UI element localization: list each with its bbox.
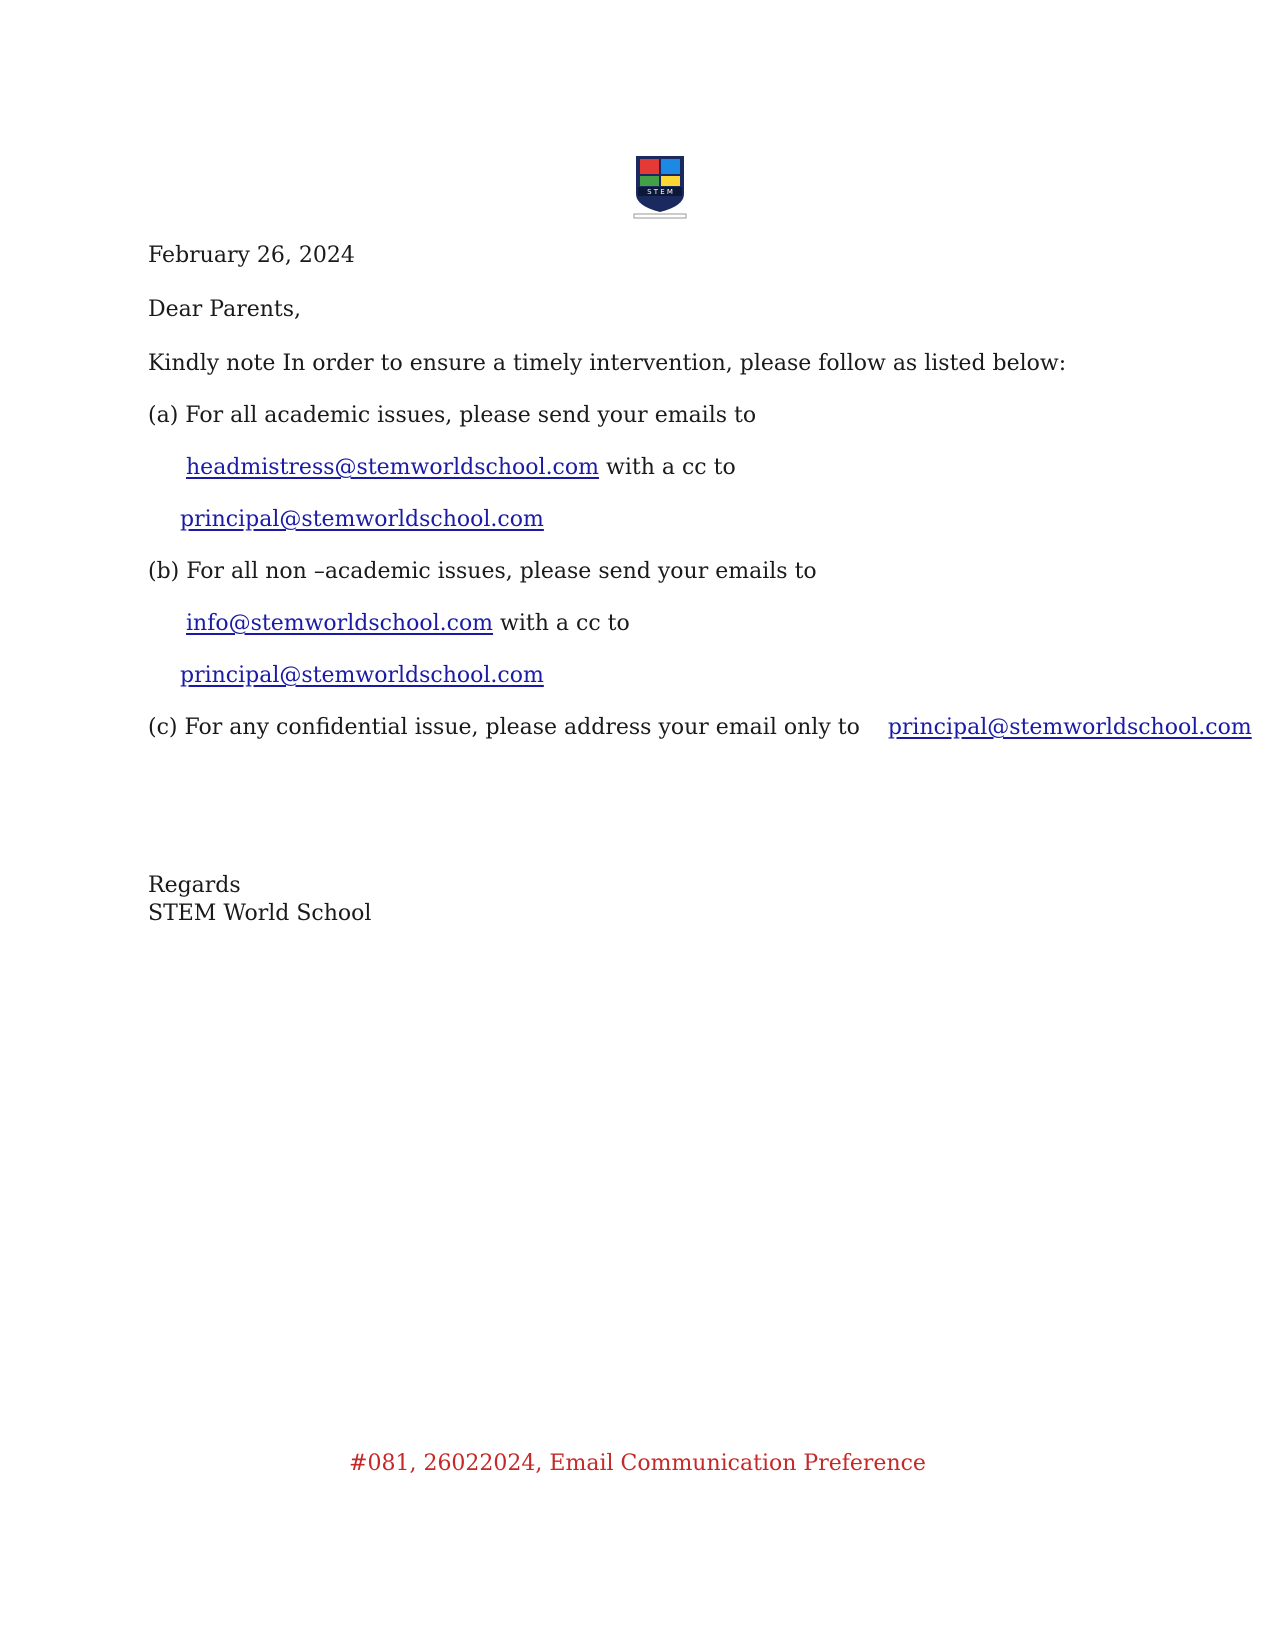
principal-email-link-b[interactable]: principal@stemworldschool.com [180, 663, 544, 688]
item-b-cc-text: with a cc to [500, 611, 630, 636]
item-c-line [148, 714, 1252, 742]
headmistress-email-link[interactable]: headmistress@stemworldschool.com [186, 455, 599, 480]
item-a-recipient-line [186, 454, 736, 482]
closing: Regards [148, 873, 241, 898]
item-b-text: (b) For all non –academic issues, please send your emails to [148, 559, 817, 584]
principal-email-link-a[interactable]: principal@stemworldschool.com [180, 507, 544, 532]
footer-reference: #081, 26022024, Email Communication Preference [349, 1451, 926, 1476]
intro-paragraph: Kindly note In order to ensure a timely intervention, please follow as listed below: [148, 351, 1067, 376]
letter-date: February 26, 2024 [148, 243, 355, 268]
item-b-recipient-line [186, 610, 630, 638]
salutation: Dear Parents, [148, 297, 302, 322]
signature: STEM World School [148, 901, 372, 926]
info-email-link[interactable]: info@stemworldschool.com [186, 611, 494, 636]
school-logo [632, 150, 688, 220]
item-a-text: (a) For all academic issues, please send your emails to [148, 403, 757, 428]
principal-email-link-c[interactable]: principal@stemworldschool.com [887, 715, 1252, 740]
item-a-cc-text: with a cc to [605, 455, 736, 480]
item-c-text: (c) For any confidential issue, please address your email only to [148, 715, 860, 740]
svg-text:S T E M: S T E M [647, 188, 673, 196]
item-a-cc-line [180, 506, 544, 534]
item-b-cc-line [180, 662, 544, 690]
